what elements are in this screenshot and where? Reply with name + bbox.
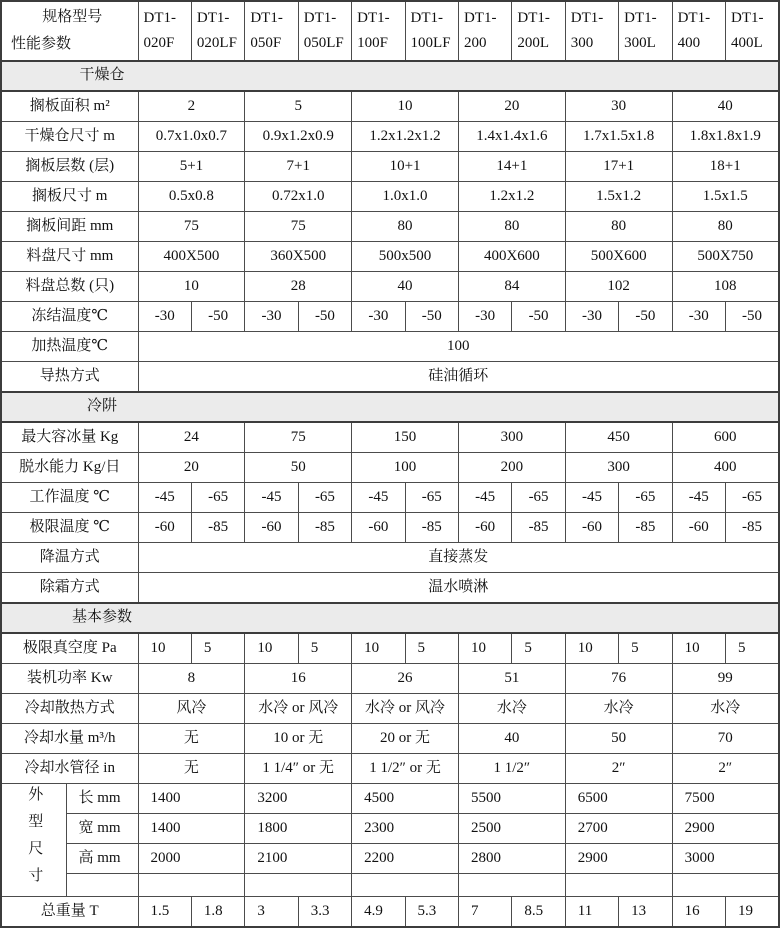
model-suffix: 050F <box>250 35 282 51</box>
model-column-header <box>458 1 511 61</box>
value-cell: 1.5 <box>138 897 191 928</box>
value-cell: 300 <box>458 422 565 453</box>
value-cell: 6500 <box>565 784 672 814</box>
table-row <box>1 664 779 694</box>
dimension-group-label: 外型尺寸 <box>26 786 43 894</box>
row-label: 料盘尺寸 mm <box>1 242 138 272</box>
value-cell: -60 <box>138 513 191 543</box>
value-cell: -30 <box>138 302 191 332</box>
table-row <box>1 844 779 874</box>
value-cell: -30 <box>458 302 511 332</box>
value-cell: 水冷 <box>672 694 779 724</box>
value-cell: 3.3 <box>298 897 351 928</box>
value-cell: -85 <box>405 513 458 543</box>
value-cell: 无 <box>138 754 245 784</box>
value-cell: 26 <box>352 664 459 694</box>
spec-table-body <box>1 1 779 927</box>
section-title: 冷阱 <box>86 398 117 415</box>
value-cell: -30 <box>672 302 725 332</box>
row-label: 极限温度 ℃ <box>1 513 138 543</box>
value-cell: 4.9 <box>352 897 405 928</box>
table-row <box>1 91 779 122</box>
value-cell: 10 <box>458 633 511 664</box>
value-cell: 1800 <box>245 814 352 844</box>
value-cell: 1.0x1.0 <box>352 182 459 212</box>
table-row <box>1 814 779 844</box>
section-cell <box>1 392 779 422</box>
value-cell: 10 <box>352 91 459 122</box>
value-cell: 360X500 <box>245 242 352 272</box>
value-cell: 1.5x1.2 <box>565 182 672 212</box>
value-cell: -30 <box>352 302 405 332</box>
dimension-row-label: 高 mm <box>66 844 138 874</box>
table-row <box>1 122 779 152</box>
value-cell: -50 <box>298 302 351 332</box>
value-cell: 2 <box>138 91 245 122</box>
empty-cell <box>352 874 459 897</box>
value-cell: 7 <box>458 897 511 928</box>
dimension-row-label: 宽 mm <box>66 814 138 844</box>
value-cell: -65 <box>298 483 351 513</box>
value-cell: 1400 <box>138 814 245 844</box>
value-cell: 17+1 <box>565 152 672 182</box>
model-prefix: DT1- <box>517 10 550 26</box>
value-cell: 直接蒸发 <box>138 543 779 573</box>
value-cell: 1 1/2″ <box>458 754 565 784</box>
value-cell: 5+1 <box>138 152 245 182</box>
corner-label-top: 规格型号 <box>42 9 103 25</box>
row-label: 料盘总数 (只) <box>1 272 138 302</box>
value-cell: -60 <box>352 513 405 543</box>
value-cell: 5.3 <box>405 897 458 928</box>
value-cell: 102 <box>565 272 672 302</box>
section-cell <box>1 61 779 91</box>
value-cell: -45 <box>565 483 618 513</box>
row-label: 除霜方式 <box>1 573 138 604</box>
model-column-header <box>191 1 244 61</box>
value-cell: 76 <box>565 664 672 694</box>
value-cell: -60 <box>672 513 725 543</box>
value-cell: 20 or 无 <box>352 724 459 754</box>
empty-row <box>1 874 779 897</box>
section-title: 干燥仓 <box>79 67 125 84</box>
value-cell: -50 <box>405 302 458 332</box>
value-cell: 500X600 <box>565 242 672 272</box>
value-cell: 0.9x1.2x0.9 <box>245 122 352 152</box>
model-prefix: DT1- <box>196 10 230 26</box>
value-cell: 5 <box>619 633 672 664</box>
row-label: 最大容冰量 Kg <box>1 422 138 453</box>
model-column-header <box>725 1 779 61</box>
model-suffix: 400 <box>677 35 701 51</box>
value-cell: 风冷 <box>138 694 245 724</box>
table-row <box>1 513 779 543</box>
model-suffix: 100F <box>357 35 388 51</box>
section-title: 基本参数 <box>71 609 132 626</box>
model-suffix: 200 <box>463 35 487 51</box>
model-column-header <box>138 1 191 61</box>
row-label: 冻结温度℃ <box>1 302 138 332</box>
value-cell: 2″ <box>672 754 779 784</box>
value-cell: 1 1/4″ or 无 <box>245 754 352 784</box>
model-suffix: 020LF <box>196 35 237 51</box>
value-cell: 1.8x1.8x1.9 <box>672 122 779 152</box>
table-row <box>1 212 779 242</box>
model-suffix: 300 <box>570 35 594 51</box>
model-prefix: DT1- <box>463 10 497 26</box>
value-cell: 100 <box>352 453 459 483</box>
value-cell: 5 <box>298 633 351 664</box>
corner-label-bottom: 性能参数 <box>11 36 72 52</box>
value-cell: 50 <box>245 453 352 483</box>
value-cell: 1.2x1.2x1.2 <box>352 122 459 152</box>
empty-cell <box>672 874 779 897</box>
value-cell: 水冷 <box>565 694 672 724</box>
value-cell: -45 <box>352 483 405 513</box>
table-row <box>1 182 779 212</box>
row-label: 极限真空度 Pa <box>1 633 138 664</box>
value-cell: 2100 <box>245 844 352 874</box>
value-cell: 0.72x1.0 <box>245 182 352 212</box>
value-cell: 1.5x1.5 <box>672 182 779 212</box>
row-label: 装机功率 Kw <box>1 664 138 694</box>
value-cell: 450 <box>565 422 672 453</box>
value-cell: 2800 <box>458 844 565 874</box>
model-prefix: DT1- <box>143 10 177 26</box>
table-row <box>1 543 779 573</box>
value-cell: 75 <box>245 212 352 242</box>
value-cell: 水冷 <box>458 694 565 724</box>
row-label: 干燥仓尺寸 m <box>1 122 138 152</box>
value-cell: 80 <box>565 212 672 242</box>
value-cell: -45 <box>672 483 725 513</box>
row-label: 搁板面积 m² <box>1 91 138 122</box>
value-cell: -60 <box>245 513 298 543</box>
value-cell: 硅油循环 <box>138 362 779 393</box>
value-cell: 400X600 <box>458 242 565 272</box>
value-cell: 2000 <box>138 844 245 874</box>
row-label: 降温方式 <box>1 543 138 573</box>
value-cell: 0.7x1.0x0.7 <box>138 122 245 152</box>
value-cell: 3000 <box>672 844 779 874</box>
value-cell: 51 <box>458 664 565 694</box>
value-cell: 50 <box>565 724 672 754</box>
value-cell: -45 <box>458 483 511 513</box>
value-cell: -45 <box>245 483 298 513</box>
model-column-header <box>352 1 405 61</box>
value-cell: 10 <box>352 633 405 664</box>
value-cell: 30 <box>565 91 672 122</box>
table-row <box>1 784 779 814</box>
value-cell: -50 <box>725 302 779 332</box>
value-cell: 108 <box>672 272 779 302</box>
value-cell: 40 <box>672 91 779 122</box>
model-suffix: 400L <box>730 35 763 51</box>
value-cell: -50 <box>191 302 244 332</box>
model-prefix: DT1- <box>570 10 604 26</box>
section-row <box>1 603 779 633</box>
row-label: 总重量 T <box>1 897 138 928</box>
table-row <box>1 573 779 604</box>
value-cell: 5 <box>405 633 458 664</box>
row-label: 搁板层数 (层) <box>1 152 138 182</box>
value-cell: 19 <box>725 897 779 928</box>
model-suffix: 300L <box>624 35 656 51</box>
value-cell: 0.5x0.8 <box>138 182 245 212</box>
table-row <box>1 152 779 182</box>
value-cell: 无 <box>138 724 245 754</box>
value-cell: 500x500 <box>352 242 459 272</box>
value-cell: 5 <box>245 91 352 122</box>
value-cell: 1 1/2″ or 无 <box>352 754 459 784</box>
dimension-row-label: 长 mm <box>66 784 138 814</box>
value-cell: 99 <box>672 664 779 694</box>
row-label: 脱水能力 Kg/日 <box>1 453 138 483</box>
table-header-row <box>1 1 779 61</box>
value-cell: 1.4x1.4x1.6 <box>458 122 565 152</box>
value-cell: 2300 <box>352 814 459 844</box>
value-cell: 1400 <box>138 784 245 814</box>
value-cell: -65 <box>405 483 458 513</box>
value-cell: -85 <box>725 513 779 543</box>
table-row <box>1 302 779 332</box>
value-cell: 2200 <box>352 844 459 874</box>
section-row <box>1 61 779 91</box>
value-cell: 24 <box>138 422 245 453</box>
model-column-header <box>512 1 565 61</box>
value-cell: -65 <box>725 483 779 513</box>
row-label: 导热方式 <box>1 362 138 393</box>
value-cell: 水冷 or 风冷 <box>245 694 352 724</box>
value-cell: -85 <box>298 513 351 543</box>
value-cell: 500X750 <box>672 242 779 272</box>
value-cell: 10 <box>672 633 725 664</box>
table-row <box>1 272 779 302</box>
model-prefix: DT1- <box>250 10 283 26</box>
row-label: 冷却水管径 in <box>1 754 138 784</box>
model-column-header <box>619 1 672 61</box>
value-cell: -50 <box>512 302 565 332</box>
value-cell: 150 <box>352 422 459 453</box>
model-suffix: 200L <box>517 35 550 51</box>
model-prefix: DT1- <box>303 10 337 26</box>
model-prefix: DT1- <box>357 10 390 26</box>
model-prefix: DT1- <box>624 10 657 26</box>
value-cell: 16 <box>672 897 725 928</box>
value-cell: 1.7x1.5x1.8 <box>565 122 672 152</box>
table-row <box>1 242 779 272</box>
value-cell: 2900 <box>672 814 779 844</box>
table-row <box>1 694 779 724</box>
dimension-group-cell <box>1 784 66 897</box>
value-cell: -85 <box>619 513 672 543</box>
value-cell: -30 <box>565 302 618 332</box>
value-cell: 13 <box>619 897 672 928</box>
section-cell <box>1 603 779 633</box>
empty-cell <box>565 874 672 897</box>
value-cell: 80 <box>352 212 459 242</box>
row-label: 冷却散热方式 <box>1 694 138 724</box>
value-cell: 温水喷淋 <box>138 573 779 604</box>
row-label: 加热温度℃ <box>1 332 138 362</box>
value-cell: 75 <box>138 212 245 242</box>
value-cell: 2700 <box>565 814 672 844</box>
value-cell: 400X500 <box>138 242 245 272</box>
model-suffix: 020F <box>143 35 175 51</box>
value-cell: 4500 <box>352 784 459 814</box>
row-label: 冷却水量 m³/h <box>1 724 138 754</box>
value-cell: -50 <box>619 302 672 332</box>
table-row <box>1 633 779 664</box>
value-cell: -85 <box>512 513 565 543</box>
value-cell: 1.8 <box>191 897 244 928</box>
value-cell: 10 <box>245 633 298 664</box>
table-row <box>1 422 779 453</box>
value-cell: 80 <box>672 212 779 242</box>
value-cell: 80 <box>458 212 565 242</box>
value-cell: 2500 <box>458 814 565 844</box>
value-cell: 200 <box>458 453 565 483</box>
value-cell: 2″ <box>565 754 672 784</box>
value-cell: -65 <box>619 483 672 513</box>
value-cell: -45 <box>138 483 191 513</box>
value-cell: 600 <box>672 422 779 453</box>
empty-cell <box>458 874 565 897</box>
value-cell: 5 <box>191 633 244 664</box>
value-cell: 7+1 <box>245 152 352 182</box>
table-row <box>1 897 779 928</box>
value-cell: 70 <box>672 724 779 754</box>
value-cell: 10+1 <box>352 152 459 182</box>
row-label: 搁板尺寸 m <box>1 182 138 212</box>
model-column-header <box>245 1 298 61</box>
value-cell: 84 <box>458 272 565 302</box>
table-row <box>1 453 779 483</box>
model-prefix: DT1- <box>677 10 711 26</box>
value-cell: 11 <box>565 897 618 928</box>
row-label: 工作温度 ℃ <box>1 483 138 513</box>
value-cell: 5 <box>512 633 565 664</box>
model-column-header <box>405 1 458 61</box>
value-cell: -30 <box>245 302 298 332</box>
value-cell: -65 <box>191 483 244 513</box>
value-cell: 7500 <box>672 784 779 814</box>
value-cell: 18+1 <box>672 152 779 182</box>
model-suffix: 100LF <box>410 35 451 51</box>
value-cell: 8 <box>138 664 245 694</box>
value-cell: 75 <box>245 422 352 453</box>
table-row <box>1 754 779 784</box>
section-row <box>1 392 779 422</box>
value-cell: 40 <box>458 724 565 754</box>
value-cell: 14+1 <box>458 152 565 182</box>
value-cell: 3 <box>245 897 298 928</box>
empty-cell <box>138 874 245 897</box>
value-cell: 20 <box>458 91 565 122</box>
value-cell: 10 <box>565 633 618 664</box>
row-label: 搁板间距 mm <box>1 212 138 242</box>
value-cell: 5 <box>725 633 779 664</box>
model-column-header <box>298 1 351 61</box>
table-row <box>1 362 779 393</box>
value-cell: 8.5 <box>512 897 565 928</box>
value-cell: 16 <box>245 664 352 694</box>
table-row <box>1 483 779 513</box>
value-cell: 10 <box>138 633 191 664</box>
value-cell: 100 <box>138 332 779 362</box>
value-cell: -65 <box>512 483 565 513</box>
model-column-header <box>672 1 725 61</box>
empty-cell <box>245 874 352 897</box>
value-cell: 10 <box>138 272 245 302</box>
table-row <box>1 332 779 362</box>
value-cell: -85 <box>191 513 244 543</box>
corner-cell <box>1 1 138 61</box>
model-prefix: DT1- <box>730 10 764 26</box>
value-cell: 40 <box>352 272 459 302</box>
value-cell: 3200 <box>245 784 352 814</box>
model-prefix: DT1- <box>410 10 444 26</box>
value-cell: -60 <box>458 513 511 543</box>
value-cell: -60 <box>565 513 618 543</box>
value-cell: 水冷 or 风冷 <box>352 694 459 724</box>
value-cell: 1.2x1.2 <box>458 182 565 212</box>
value-cell: 2900 <box>565 844 672 874</box>
model-column-header <box>565 1 618 61</box>
table-row <box>1 724 779 754</box>
model-suffix: 050LF <box>303 35 344 51</box>
value-cell: 10 or 无 <box>245 724 352 754</box>
value-cell: 300 <box>565 453 672 483</box>
value-cell: 400 <box>672 453 779 483</box>
value-cell: 20 <box>138 453 245 483</box>
empty-cell <box>66 874 138 897</box>
value-cell: 5500 <box>458 784 565 814</box>
value-cell: 28 <box>245 272 352 302</box>
